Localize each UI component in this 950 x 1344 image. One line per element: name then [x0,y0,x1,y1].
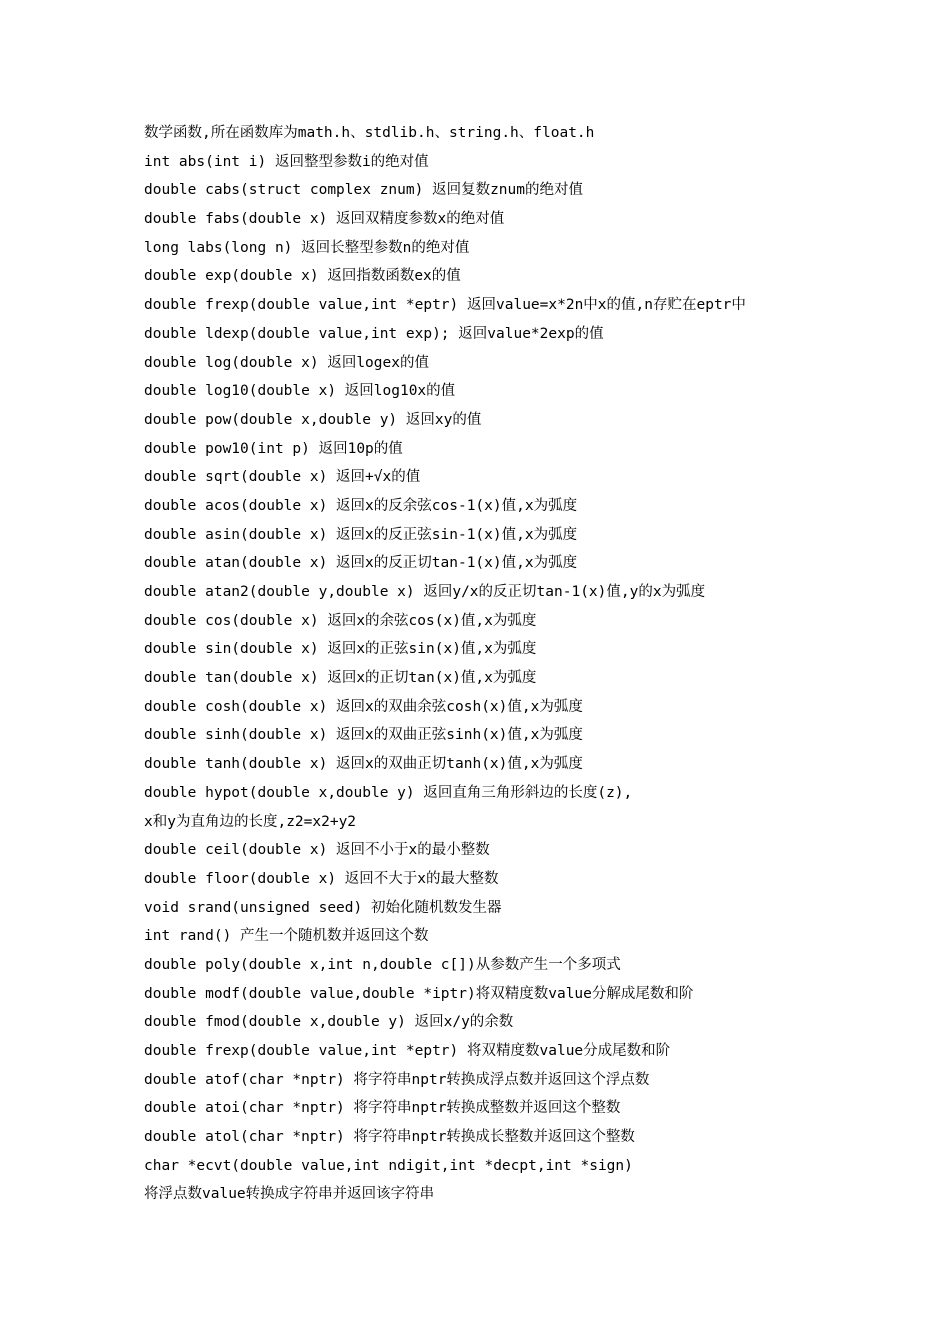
text-line: double atan2(double y,double x) 返回y/x的反正切tan-1(x)值,y的x为弧度 [144,584,706,600]
text-line: double sqrt(double x) 返回+√x的值 [144,469,421,486]
text-line: int abs(int i) 返回整型参数i的绝对值 [144,153,429,170]
text-line: double ceil(double x) 返回不小于x的最小整数 [144,842,490,859]
text-line: double atoi(char *nptr) 将字符串nptr转换成整数并返回这个整数 [144,1100,621,1117]
text-line: 将浮点数value转换成字符串并返回该字符串 [144,1186,435,1203]
text-line: double log(double x) 返回logex的值 [144,354,429,371]
text-line: double hypot(double x,double y) 返回直角三角形斜边的长度(z), [144,784,633,801]
text-line: double exp(double x) 返回指数函数ex的值 [144,268,461,285]
text-line: double cosh(double x) 返回x的双曲余弦cosh(x)值,x为弧度 [144,698,583,715]
text-line: double cos(double x) 返回x的余弦cos(x)值,x为弧度 [144,612,537,629]
text-line: double atan(double x) 返回x的反正切tan-1(x)值,x为弧度 [144,555,578,572]
text-line: double sin(double x) 返回x的正弦sin(x)值,x为弧度 [144,641,537,658]
text-line: double frexp(double value,int *eptr) 返回value=x*2n中x的值,n存贮在eptr中 [144,297,746,314]
text-line: double poly(double x,int n,double c[])从参数产生一个多项式 [144,956,621,973]
text-line: int rand() 产生一个随机数并返回这个数 [144,928,429,945]
text-line: x和y为直角边的长度,z2=x2+y2 [144,813,357,830]
text-line: double fabs(double x) 返回双精度参数x的绝对值 [144,211,505,228]
text-line: double pow(double x,double y) 返回xy的值 [144,411,482,428]
text-line: double ldexp(double value,int exp); 返回value*2exp的值 [144,325,604,342]
text-line: void srand(unsigned seed) 初始化随机数发生器 [144,899,502,916]
text-line: double atof(char *nptr) 将字符串nptr转换成浮点数并返回这个浮点数 [144,1071,650,1088]
text-line: double acos(double x) 返回x的反余弦cos-1(x)值,x为弧度 [144,497,578,514]
document-body [144,119,924,1209]
text-line: double cabs(struct complex znum) 返回复数znum的绝对值 [144,182,583,199]
text-line: double fmod(double x,double y) 返回x/y的余数 [144,1014,514,1031]
text-line: double tanh(double x) 返回x的双曲正切tanh(x)值,x为弧度 [144,756,583,773]
text-line: double tan(double x) 返回x的正切tan(x)值,x为弧度 [144,670,537,687]
text-line: double atol(char *nptr) 将字符串nptr转换成长整数并返回这个整数 [144,1129,635,1146]
text-line: double frexp(double value,int *eptr) 将双精度数value分成尾数和阶 [144,1043,671,1059]
text-line: double pow10(int p) 返回10p的值 [144,440,403,457]
text-line: double sinh(double x) 返回x的双曲正弦sinh(x)值,x为弧度 [144,727,583,744]
text-line: char *ecvt(double value,int ndigit,int *decpt,int *sign) [144,1157,633,1174]
text-line: double asin(double x) 返回x的反正弦sin-1(x)值,x为弧度 [144,526,578,543]
text-line: double log10(double x) 返回log10x的值 [144,383,456,400]
text-line: double floor(double x) 返回不大于x的最大整数 [144,870,499,887]
text-line: double modf(double value,double *iptr)将双精度数value分解成尾数和阶 [144,985,694,1002]
heading-line: 数学函数,所在函数库为math.h、stdlib.h、string.h、float.h [144,125,595,141]
text-line: long labs(long n) 返回长整型参数n的绝对值 [144,239,470,256]
